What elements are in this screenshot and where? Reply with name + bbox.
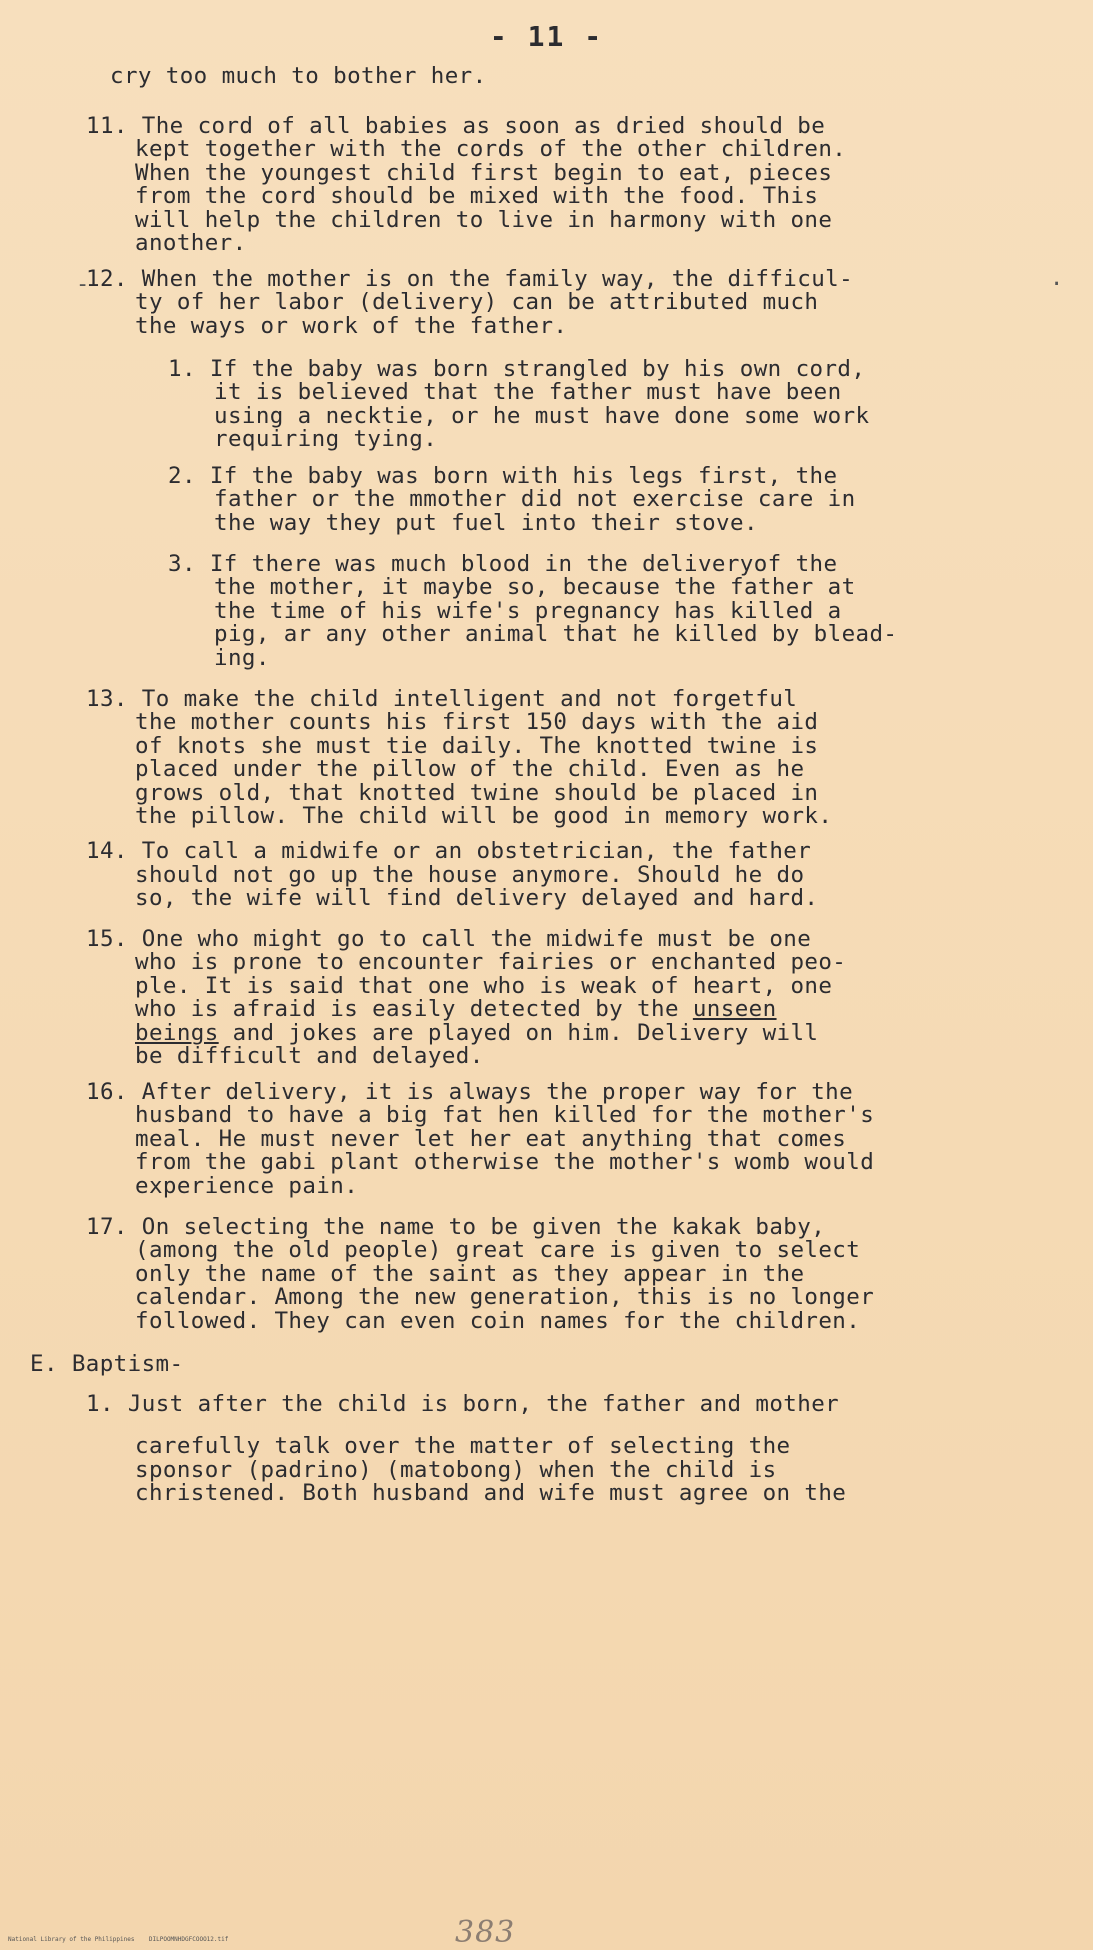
text-line: will help the children to live in harmony with one	[135, 207, 833, 233]
text-line: who is prone to encounter fairies or enchanted peo-	[135, 949, 847, 975]
text-line: the time of his wife's pregnancy has killed a	[214, 598, 842, 624]
text-line: 11. The cord of all babies as soon as dried should be	[86, 113, 826, 139]
text-line: sponsor (padrino) (matobong) when the child is	[135, 1457, 777, 1483]
text-line: pig, ar any other animal that he killed by blead-	[214, 621, 898, 647]
text-line: it is believed that the father must have been	[214, 379, 842, 405]
underlined-word: unseen	[692, 996, 777, 1022]
text-line: 13. To make the child intelligent and not forgetful	[86, 686, 798, 712]
text-line: calendar. Among the new generation, this is no longer	[135, 1284, 875, 1310]
text-line: the mother, it maybe so, because the father at	[214, 574, 856, 600]
text-line: cry too much to bother her.	[110, 63, 487, 89]
page-header: - 11 -	[489, 20, 604, 53]
text-line: 1. Just after the child is born, the father and mother	[86, 1391, 840, 1417]
text-line: requiring tying.	[214, 426, 438, 452]
text-line: using a necktie, or he must have done some work	[214, 403, 870, 429]
text-line: ple. It is said that one who is weak of heart, one	[135, 973, 833, 999]
text-line: from the cord should be mixed with the food. This	[135, 183, 819, 209]
text-line: christened. Both husband and wife must agree on the	[135, 1480, 847, 1506]
text-line: followed. They can even coin names for the children.	[135, 1308, 861, 1334]
text-line: father or the mmother did not exercise care in	[214, 486, 856, 512]
text-line: should not go up the house anymore. Should he do	[135, 862, 805, 888]
text-line: placed under the pillow of the child. Even as he	[135, 756, 805, 782]
text-line: the pillow. The child will be good in memory work.	[135, 803, 833, 829]
handwritten-page-number: 383	[455, 1915, 516, 1950]
text-line: ing.	[214, 645, 270, 671]
text-line: 12. When the mother is on the family way, the difficul-	[86, 266, 854, 292]
text-segment: and jokes are played on him. Delivery will	[232, 1020, 819, 1046]
text-line: be difficult and delayed.	[135, 1043, 484, 1069]
text-line: ty of her labor (delivery) can be attributed much	[135, 289, 819, 315]
text-line: the way they put fuel into their stove.	[214, 510, 758, 536]
text-line: husband to have a big fat hen killed for the mother's	[135, 1102, 875, 1128]
text-line: 1. If the baby was born strangled by his own cord,	[168, 356, 866, 382]
text-line: the mother counts his first 150 days with the aid	[135, 709, 819, 735]
text-line: carefully talk over the matter of selecting the	[135, 1433, 791, 1459]
margin-mark: -	[76, 272, 90, 297]
text-line: the ways or work of the father.	[135, 313, 568, 339]
underlined-word: beings	[135, 1020, 219, 1046]
archive-footer: National Library of the Philippines DILPOOMNHDGFCOOO12.tif	[8, 1936, 229, 1943]
text-line: (among the old people) great care is given to select	[135, 1237, 861, 1263]
section-heading: E. Baptism-	[30, 1351, 184, 1377]
text-line: another.	[135, 230, 247, 256]
margin-dot: .	[1050, 266, 1064, 291]
text-line: so, the wife will find delivery delayed and hard.	[135, 885, 819, 911]
text-line: 16. After delivery, it is always the proper way for the	[86, 1079, 854, 1105]
text-line: from the gabi plant otherwise the mother's womb would	[135, 1149, 875, 1175]
text-line: kept together with the cords of the other children.	[135, 136, 847, 162]
text-line: only the name of the saint as they appear in the	[135, 1261, 805, 1287]
text-line: meal. He must never let her eat anything that comes	[135, 1126, 847, 1152]
text-segment: who is afraid is easily detected by the	[135, 996, 679, 1022]
text-line: grows old, that knotted twine should be placed in	[135, 780, 819, 806]
text-line: 3. If there was much blood in the deliveryof the	[168, 551, 838, 577]
text-line: experience pain.	[135, 1173, 359, 1199]
text-line: When the youngest child first begin to eat, pieces	[135, 160, 833, 186]
text-line: 17. On selecting the name to be given the kakak baby,	[86, 1214, 826, 1240]
text-line: of knots she must tie daily. The knotted twine is	[135, 733, 819, 759]
text-line: 14. To call a midwife or an obstetrician, the father	[86, 838, 812, 864]
text-line: 2. If the baby was born with his legs first, the	[168, 463, 838, 489]
text-line: 15. One who might go to call the midwife must be one	[86, 926, 812, 952]
